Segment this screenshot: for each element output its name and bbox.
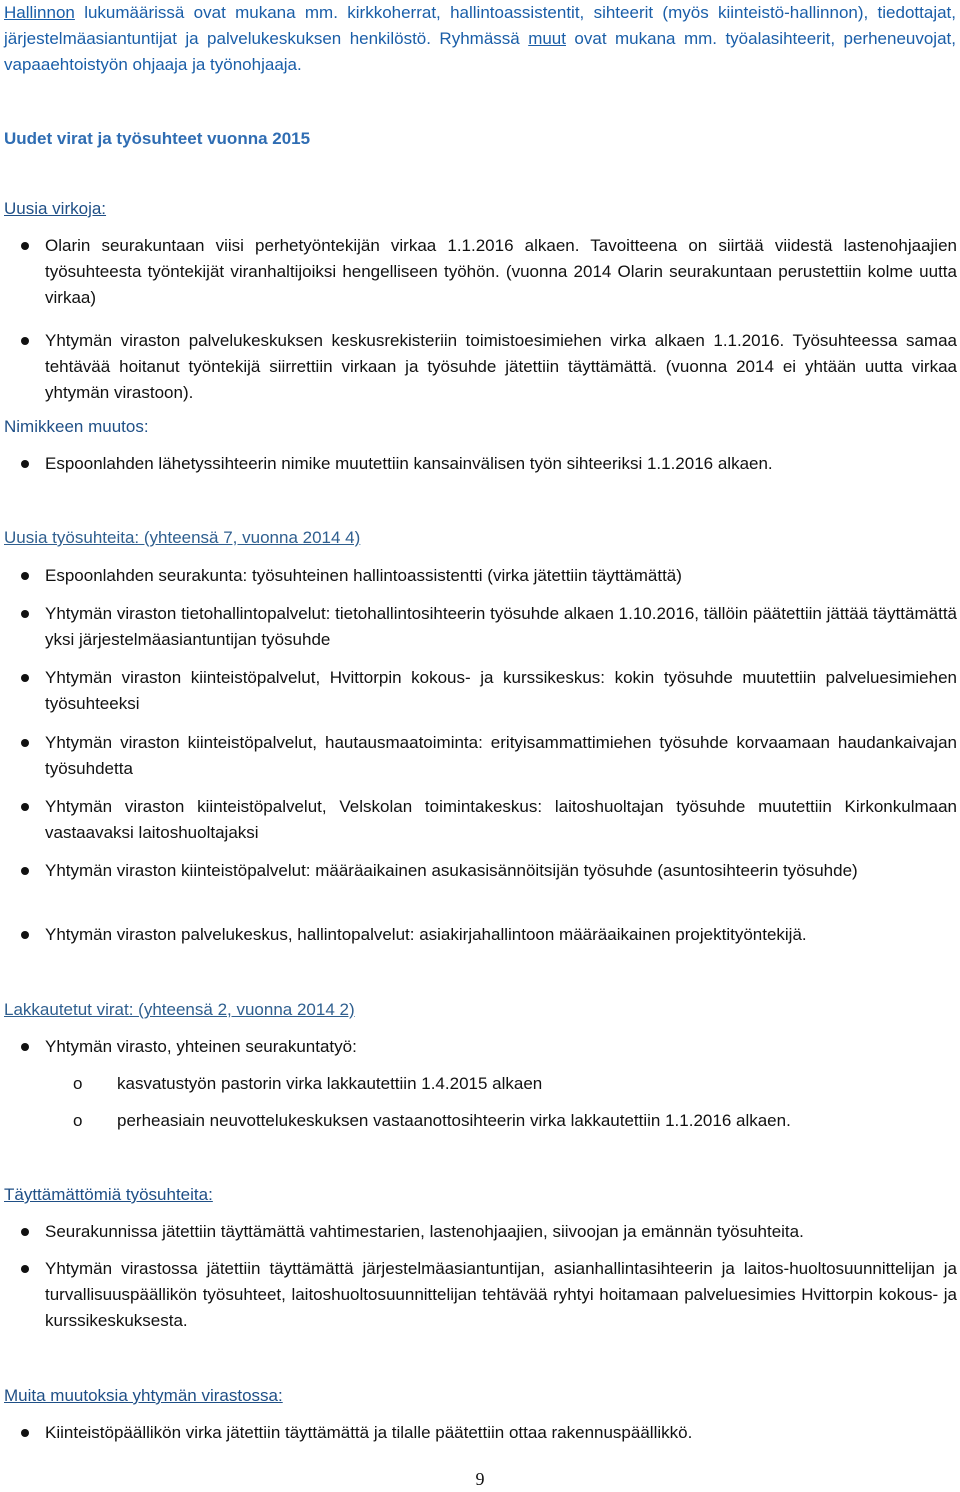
list-item: Yhtymän viraston kiinteistöpalvelut, Velskolan toimintakeskus: laitoshuoltajan työsuhde muutettiin Kirkonkulmaan vastaavaksi laitoshuoltajaksi <box>45 794 957 846</box>
sub-list-item: o kasvatustyön pastorin virka lakkautettiin 1.4.2015 alkaen <box>117 1071 957 1097</box>
intro-link-muut[interactable]: muut <box>528 29 566 48</box>
list-item: Yhtymän virasto, yhteinen seurakuntatyö: <box>45 1034 957 1060</box>
uusia-virkoja-title: Uusia virkoja: <box>4 199 107 218</box>
section-heading: Uudet virat ja työsuhteet vuonna 2015 <box>4 129 311 148</box>
list-item: Espoonlahden seurakunta: työsuhteinen hallintoassistentti (virka jätettiin täyttämättä) <box>45 563 957 589</box>
list-item: Olarin seurakuntaan viisi perhetyöntekijän virkaa 1.1.2016 alkaen. Tavoitteena on siirtää viidestä lastenohjaajien työsuhteesta työntekijät viranhaltijoiksi hengelliseen työhön. (vuonna 2014 Olarin seurakuntaan perustettiin kolme uutta virkaa) <box>45 233 957 311</box>
muita-muutoksia-title: Muita muutoksia yhtymän virastossa: <box>4 1386 283 1405</box>
list-item: Yhtymän viraston tietohallintopalvelut: tietohallintosihteerin työsuhde alkaen 1.10.2016, tällöin päätettiin jättää täyttämättä yksi järjestelmäasiantuntijan työsuhde <box>45 601 957 653</box>
intro-link-hallinnon[interactable]: Hallinnon <box>4 3 75 22</box>
sub-list-item: o perheasiain neuvottelukeskuksen vastaanottosihteerin virka lakkautettiin 1.1.2016 alkaen. <box>117 1108 957 1134</box>
list-item: Espoonlahden lähetyssihteerin nimike muutettiin kansainvälisen työn sihteeriksi 1.1.2016 alkaen. <box>45 451 957 477</box>
list-item: Yhtymän viraston palvelukeskus, hallintopalvelut: asiakirjahallintoon määräaikainen projektityöntekijä. <box>45 922 957 948</box>
intro-paragraph <box>4 0 956 78</box>
intro-text-a: lukumäärissä ovat mukana mm. kirkkoherrat, hallintoassistentit, sihteerit (myös kiinteistö-hallinnon), tiedottajat, järjestelmäasiantuntijat ja palvelukeskuksen henkilöstö. Ryhmässä <box>4 3 956 48</box>
page-number: 9 <box>475 1469 485 1489</box>
list-item: Yhtymän viraston kiinteistöpalvelut: määräaikainen asukasisännöitsijän työsuhde (asuntosihteerin työsuhde) <box>45 858 957 884</box>
list-item: Yhtymän viraston palvelukeskuksen keskusrekisteriin toimistoesimiehen virka alkaen 1.1.2016. Työsuhteessa samaa tehtävää hoitanut työntekijä siirrettiin virkaan ja työsuhde jätettiin täyttämättä. (vuonna 2014 ei yhtään uutta virkaa yhtymän virastoon). <box>45 328 957 406</box>
list-item: Kiinteistöpäällikön virka jätettiin täyttämättä ja tilalle päätettiin ottaa rakennuspäällikkö. <box>45 1420 957 1446</box>
lakkautetut-title: Lakkautetut virat: (yhteensä 2, vuonna 2014 2) <box>4 1000 355 1019</box>
uusia-tyosuhteita-title: Uusia työsuhteita: (yhteensä 7, vuonna 2014 4) <box>4 528 361 547</box>
list-item: Yhtymän viraston kiinteistöpalvelut, hautausmaatoiminta: erityisammattimiehen työsuhde korvaamaan haudankaivajan työsuhdetta <box>45 730 957 782</box>
list-item: Yhtymän virastossa jätettiin täyttämättä järjestelmäasiantuntijan, asianhallintasihteerin ja laitos-huoltosuunnittelijan ja turvallisuuspäällikön työsuhteet, laitoshuoltosuunnittelijan tehtävää ryhtyi hoitamaan palveluesimies Hvittorpin kokous- ja kurssikeskuksesta. <box>45 1256 957 1334</box>
intro-text-c: ovat mukana mm. työalasihteerit, perheneuvojat, vapaaehtoistyön ohjaaja ja työnohjaaja. <box>4 29 956 74</box>
tayttamattomia-title: Täyttämättömiä työsuhteita: <box>4 1185 213 1204</box>
list-item: Seurakunnissa jätettiin täyttämättä vahtimestarien, lastenohjaajien, siivoojan ja emännän työsuhteita. <box>45 1219 957 1245</box>
nimikkeen-muutos-title: Nimikkeen muutos: <box>4 417 149 436</box>
list-item: Yhtymän viraston kiinteistöpalvelut, Hvittorpin kokous- ja kurssikeskus: kokin työsuhde muutettiin palveluesimiehen työsuhteeksi <box>45 665 957 717</box>
